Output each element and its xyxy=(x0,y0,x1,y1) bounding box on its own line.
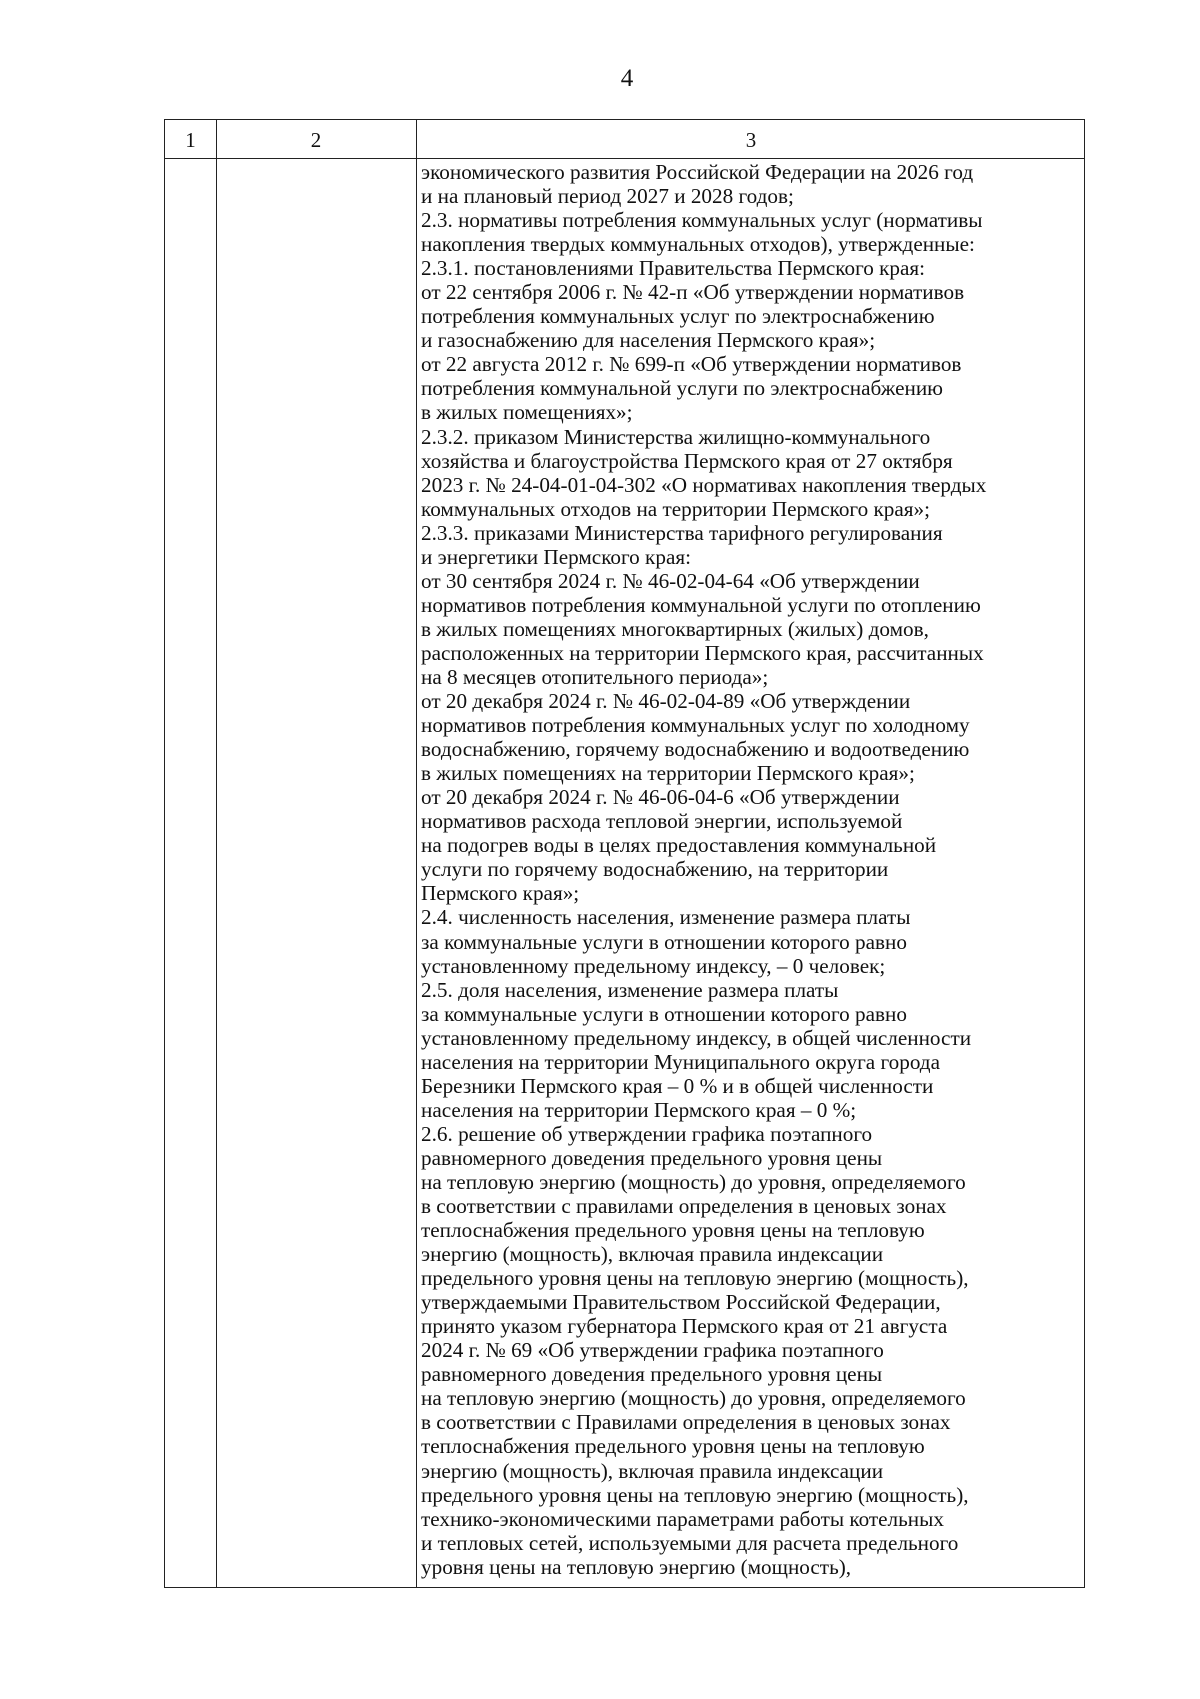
text-line: 2.4. численность населения, изменение размера платы xyxy=(421,905,911,930)
text-line: 2023 г. № 24-04-01-04-302 «О нормативах накопления твердых xyxy=(421,472,987,497)
text-line: водоснабжению, горячему водоснабжению и водоотведению xyxy=(421,737,970,762)
text-line: на 8 месяцев отопительного периода»; xyxy=(421,664,769,689)
text-line: установленному предельному индексу, в общей численности xyxy=(421,1025,972,1050)
text-line: от 20 декабря 2024 г. № 46-06-04-6 «Об утверждении xyxy=(421,785,900,810)
text-line: населения на территории Пермского края – 0 %; xyxy=(421,1097,857,1122)
text-line: равномерного доведения предельного уровня цены xyxy=(421,1145,883,1170)
text-line: расположенных на территории Пермского края, рассчитанных xyxy=(421,640,984,665)
text-line: за коммунальные услуги в отношении которого равно xyxy=(421,1001,907,1026)
text-line: 2.6. решение об утверждении графика поэтапного xyxy=(421,1121,873,1146)
text-line: услуги по горячему водоснабжению, на территории xyxy=(421,857,889,882)
page-number: 4 xyxy=(620,65,634,92)
text-line: предельного уровня цены на тепловую энергию (мощность), xyxy=(421,1482,969,1507)
text-line: 2.3.1. постановлениями Правительства Пермского края: xyxy=(421,256,926,281)
column-divider-2 xyxy=(416,120,417,1587)
text-line: 2024 г. № 69 «Об утверждении графика поэтапного xyxy=(421,1338,884,1363)
column-header-1: 1 xyxy=(185,128,196,152)
text-line: хозяйства и благоустройства Пермского края от 27 октября xyxy=(421,448,953,473)
text-line: принято указом губернатора Пермского края от 21 августа xyxy=(421,1314,948,1339)
text-line: в жилых помещениях многоквартирных (жилых) домов, xyxy=(421,616,929,641)
text-line: предельного уровня цены на тепловую энергию (мощность), xyxy=(421,1266,969,1291)
text-line: Березники Пермского края – 0 % и в общей численности xyxy=(421,1073,934,1098)
text-line: за коммунальные услуги в отношении которого равно xyxy=(421,929,907,954)
text-line: нормативов потребления коммунальных услуг по холодному xyxy=(421,713,970,738)
text-line: 2.5. доля населения, изменение размера платы xyxy=(421,977,839,1002)
text-line: на подогрев воды в целях предоставления коммунальной xyxy=(421,833,937,858)
text-line: равномерного доведения предельного уровня цены xyxy=(421,1362,883,1387)
text-line: утверждаемыми Правительством Российской Федерации, xyxy=(421,1290,941,1315)
text-line: в жилых помещениях»; xyxy=(421,400,633,425)
text-line: накопления твердых коммунальных отходов), утвержденные: xyxy=(421,232,975,257)
text-line: теплоснабжения предельного уровня цены на тепловую xyxy=(421,1218,925,1243)
text-line: и на плановый период 2027 и 2028 годов; xyxy=(421,184,794,209)
text-line: от 22 августа 2012 г. № 699-п «Об утверждении нормативов xyxy=(421,352,962,377)
text-line: установленному предельному индексу, – 0 человек; xyxy=(421,953,886,978)
text-line: от 20 декабря 2024 г. № 46-02-04-89 «Об утверждении xyxy=(421,689,911,714)
text-line: 2.3.3. приказами Министерства тарифного регулирования xyxy=(421,520,943,545)
text-line: и газоснабжению для населения Пермского края»; xyxy=(421,328,876,353)
text-line: в соответствии с правилами определения в ценовых зонах xyxy=(421,1194,947,1219)
text-line: коммунальных отходов на территории Пермского края»; xyxy=(421,496,931,521)
text-line: технико-экономическими параметрами работы котельных xyxy=(421,1506,944,1531)
text-line: потребления коммунальных услуг по электроснабжению xyxy=(421,304,935,329)
text-line: энергию (мощность), включая правила индексации xyxy=(421,1458,884,1483)
column-header-2: 2 xyxy=(310,128,322,152)
column-3-cell-text xyxy=(421,160,1086,1579)
text-line: от 22 сентября 2006 г. № 42-п «Об утверждении нормативов xyxy=(421,280,965,305)
text-line: в жилых помещениях на территории Пермского края»; xyxy=(421,761,915,786)
text-line: экономического развития Российской Федерации на 2026 год xyxy=(421,160,974,184)
text-line: населения на территории Муниципального округа города xyxy=(421,1049,940,1074)
header-divider xyxy=(165,158,1084,159)
text-line: и энергетики Пермского края: xyxy=(421,544,691,569)
text-line: на тепловую энергию (мощность) до уровня, определяемого xyxy=(421,1386,966,1411)
text-line: теплоснабжения предельного уровня цены на тепловую xyxy=(421,1434,925,1459)
text-line: Пермского края»; xyxy=(421,881,580,906)
text-line: потребления коммунальной услуги по электроснабжению xyxy=(421,376,943,401)
text-line: 2.3.2. приказом Министерства жилищно-коммунального xyxy=(421,424,931,449)
text-line: нормативов потребления коммунальной услуги по отоплению xyxy=(421,592,981,617)
text-line: в соответствии с Правилами определения в ценовых зонах xyxy=(421,1410,951,1435)
column-divider-1 xyxy=(216,120,217,1587)
text-line: энергию (мощность), включая правила индексации xyxy=(421,1242,884,1267)
column-header-3: 3 xyxy=(745,128,757,152)
text-line: 2.3. нормативы потребления коммунальных услуг (нормативы xyxy=(421,208,983,233)
text-line: на тепловую энергию (мощность) до уровня, определяемого xyxy=(421,1169,966,1194)
text-line: уровня цены на тепловую энергию (мощность), xyxy=(421,1554,852,1579)
text-line: от 30 сентября 2024 г. № 46-02-04-64 «Об утверждении xyxy=(421,568,920,593)
document-table xyxy=(164,119,1085,1588)
text-line: и тепловых сетей, используемыми для расчета предельного xyxy=(421,1530,959,1555)
text-line: нормативов расхода тепловой энергии, используемой xyxy=(421,809,903,834)
